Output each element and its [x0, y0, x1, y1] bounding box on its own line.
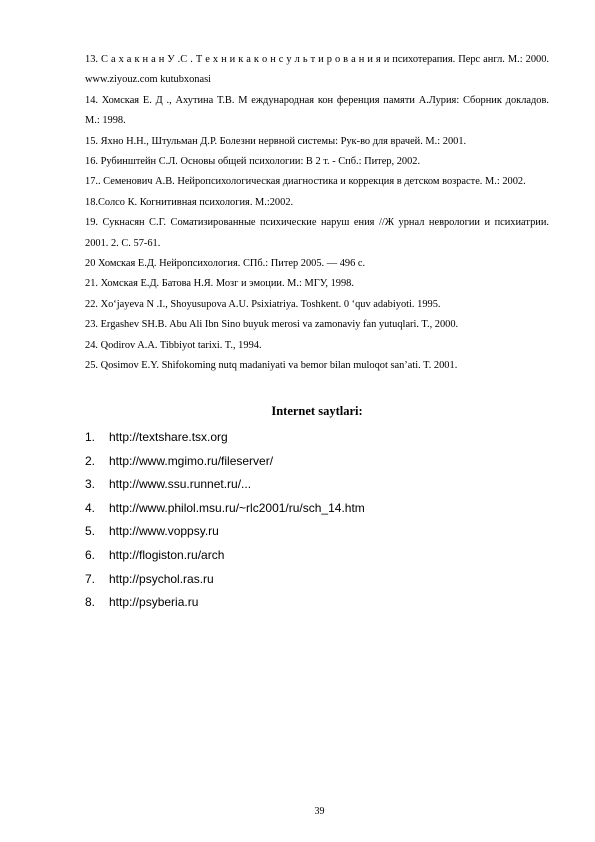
site-list-item	[85, 473, 549, 497]
site-link[interactable]: http://www.voppsy.ru	[109, 524, 219, 539]
site-number: 4.	[85, 500, 96, 515]
site-number: 7.	[85, 571, 96, 586]
site-list-item	[85, 497, 549, 521]
site-list-item	[85, 426, 549, 450]
site-number: 2.	[85, 453, 96, 468]
site-link[interactable]: http://psyberia.ru	[109, 595, 199, 610]
site-link[interactable]: http://www.mgimo.ru/fileserver/	[109, 453, 274, 468]
reference-item: 15. Яхно Н.Н., Штульман Д.Р. Болезни нервной системы: Рук-во для врачей. М.: 2001.	[85, 135, 467, 147]
site-number: 5.	[85, 524, 96, 539]
reference-item: 24. Qodirov A.A. Tibbiyot tarixi. T., 1994.	[85, 339, 262, 351]
reference-list	[85, 50, 549, 377]
page-number: 39	[314, 806, 325, 817]
site-link[interactable]: http://psychol.ras.ru	[109, 571, 214, 586]
reference-item: 13. С а х а к н а н У .С . Т е х н и к а к о н с у л ь т и р о в а н и я и психотерапия. Перс англ. М.: 2000. www.ziyouz.com kutubxonasi	[85, 54, 549, 86]
site-link[interactable]: http://flogiston.ru/arch	[109, 547, 225, 562]
reference-item: 22. Xo‘jayeva N .I., Shoyusupova A.U. Psixiatriya. Toshkent. 0 ‘quv adabiyoti. 1995.	[85, 298, 441, 310]
site-list-item	[85, 520, 549, 544]
reference-item: 21. Хомская Е.Д. Батова Н.Я. Мозг и эмоции. М.: МГУ, 1998.	[85, 278, 354, 290]
reference-item: 20 Хомская Е.Д. Нейропсихология. СПб.: Питер 2005. — 496 с.	[85, 258, 366, 270]
site-number: 1.	[85, 430, 96, 444]
site-list-item	[85, 450, 549, 474]
reference-item: 25. Qosimov E.Y. Shifokoming nutq madaniyati va bemor bilan muloqot san’ati. T. 2001.	[85, 360, 458, 372]
reference-item: 23. Ergashev SH.B. Abu Ali Ibn Sino buyuk merosi va zamonaviy fan yutuqlari. T., 2000.	[85, 319, 459, 331]
reference-item: 18.Солсо К. Когнитивная психология. М.:2002.	[85, 196, 294, 208]
site-list-item	[85, 544, 549, 568]
site-list-item	[85, 568, 549, 592]
site-number: 3.	[85, 477, 96, 492]
site-link[interactable]: http://textshare.tsx.org	[109, 430, 228, 444]
site-list-item	[85, 591, 549, 615]
internet-sites-heading: Internet saytlari:	[271, 404, 363, 418]
reference-item: 17.. Семенович А.В. Нейропсихологическая диагностика и коррекция в детском возрасте. М.: 2002.	[85, 176, 526, 188]
site-link[interactable]: http://www.ssu.runnet.ru/...	[109, 477, 252, 492]
site-link[interactable]: http://www.philol.msu.ru/~rlc2001/ru/sch_14.htm	[109, 500, 365, 515]
reference-item: 16. Рубинштейн С.Л. Основы общей психологии: В 2 т. - Спб.: Питер, 2002.	[85, 156, 421, 168]
site-number: 8.	[85, 595, 96, 610]
reference-item: 19. Сукнасян С.Г. Соматизированные психические наруш ения //Ж урнал неврологии и психиатрии. 2001. 2. С. 57-61.	[85, 217, 549, 249]
site-number: 6.	[85, 547, 96, 562]
reference-item: 14. Хомская Е. Д ., Ахутина Т.В. М еждународная кон ференция памяти А.Лурия: Сборник докладов. М.: 1998.	[85, 94, 549, 127]
internet-sites-list	[85, 426, 549, 615]
